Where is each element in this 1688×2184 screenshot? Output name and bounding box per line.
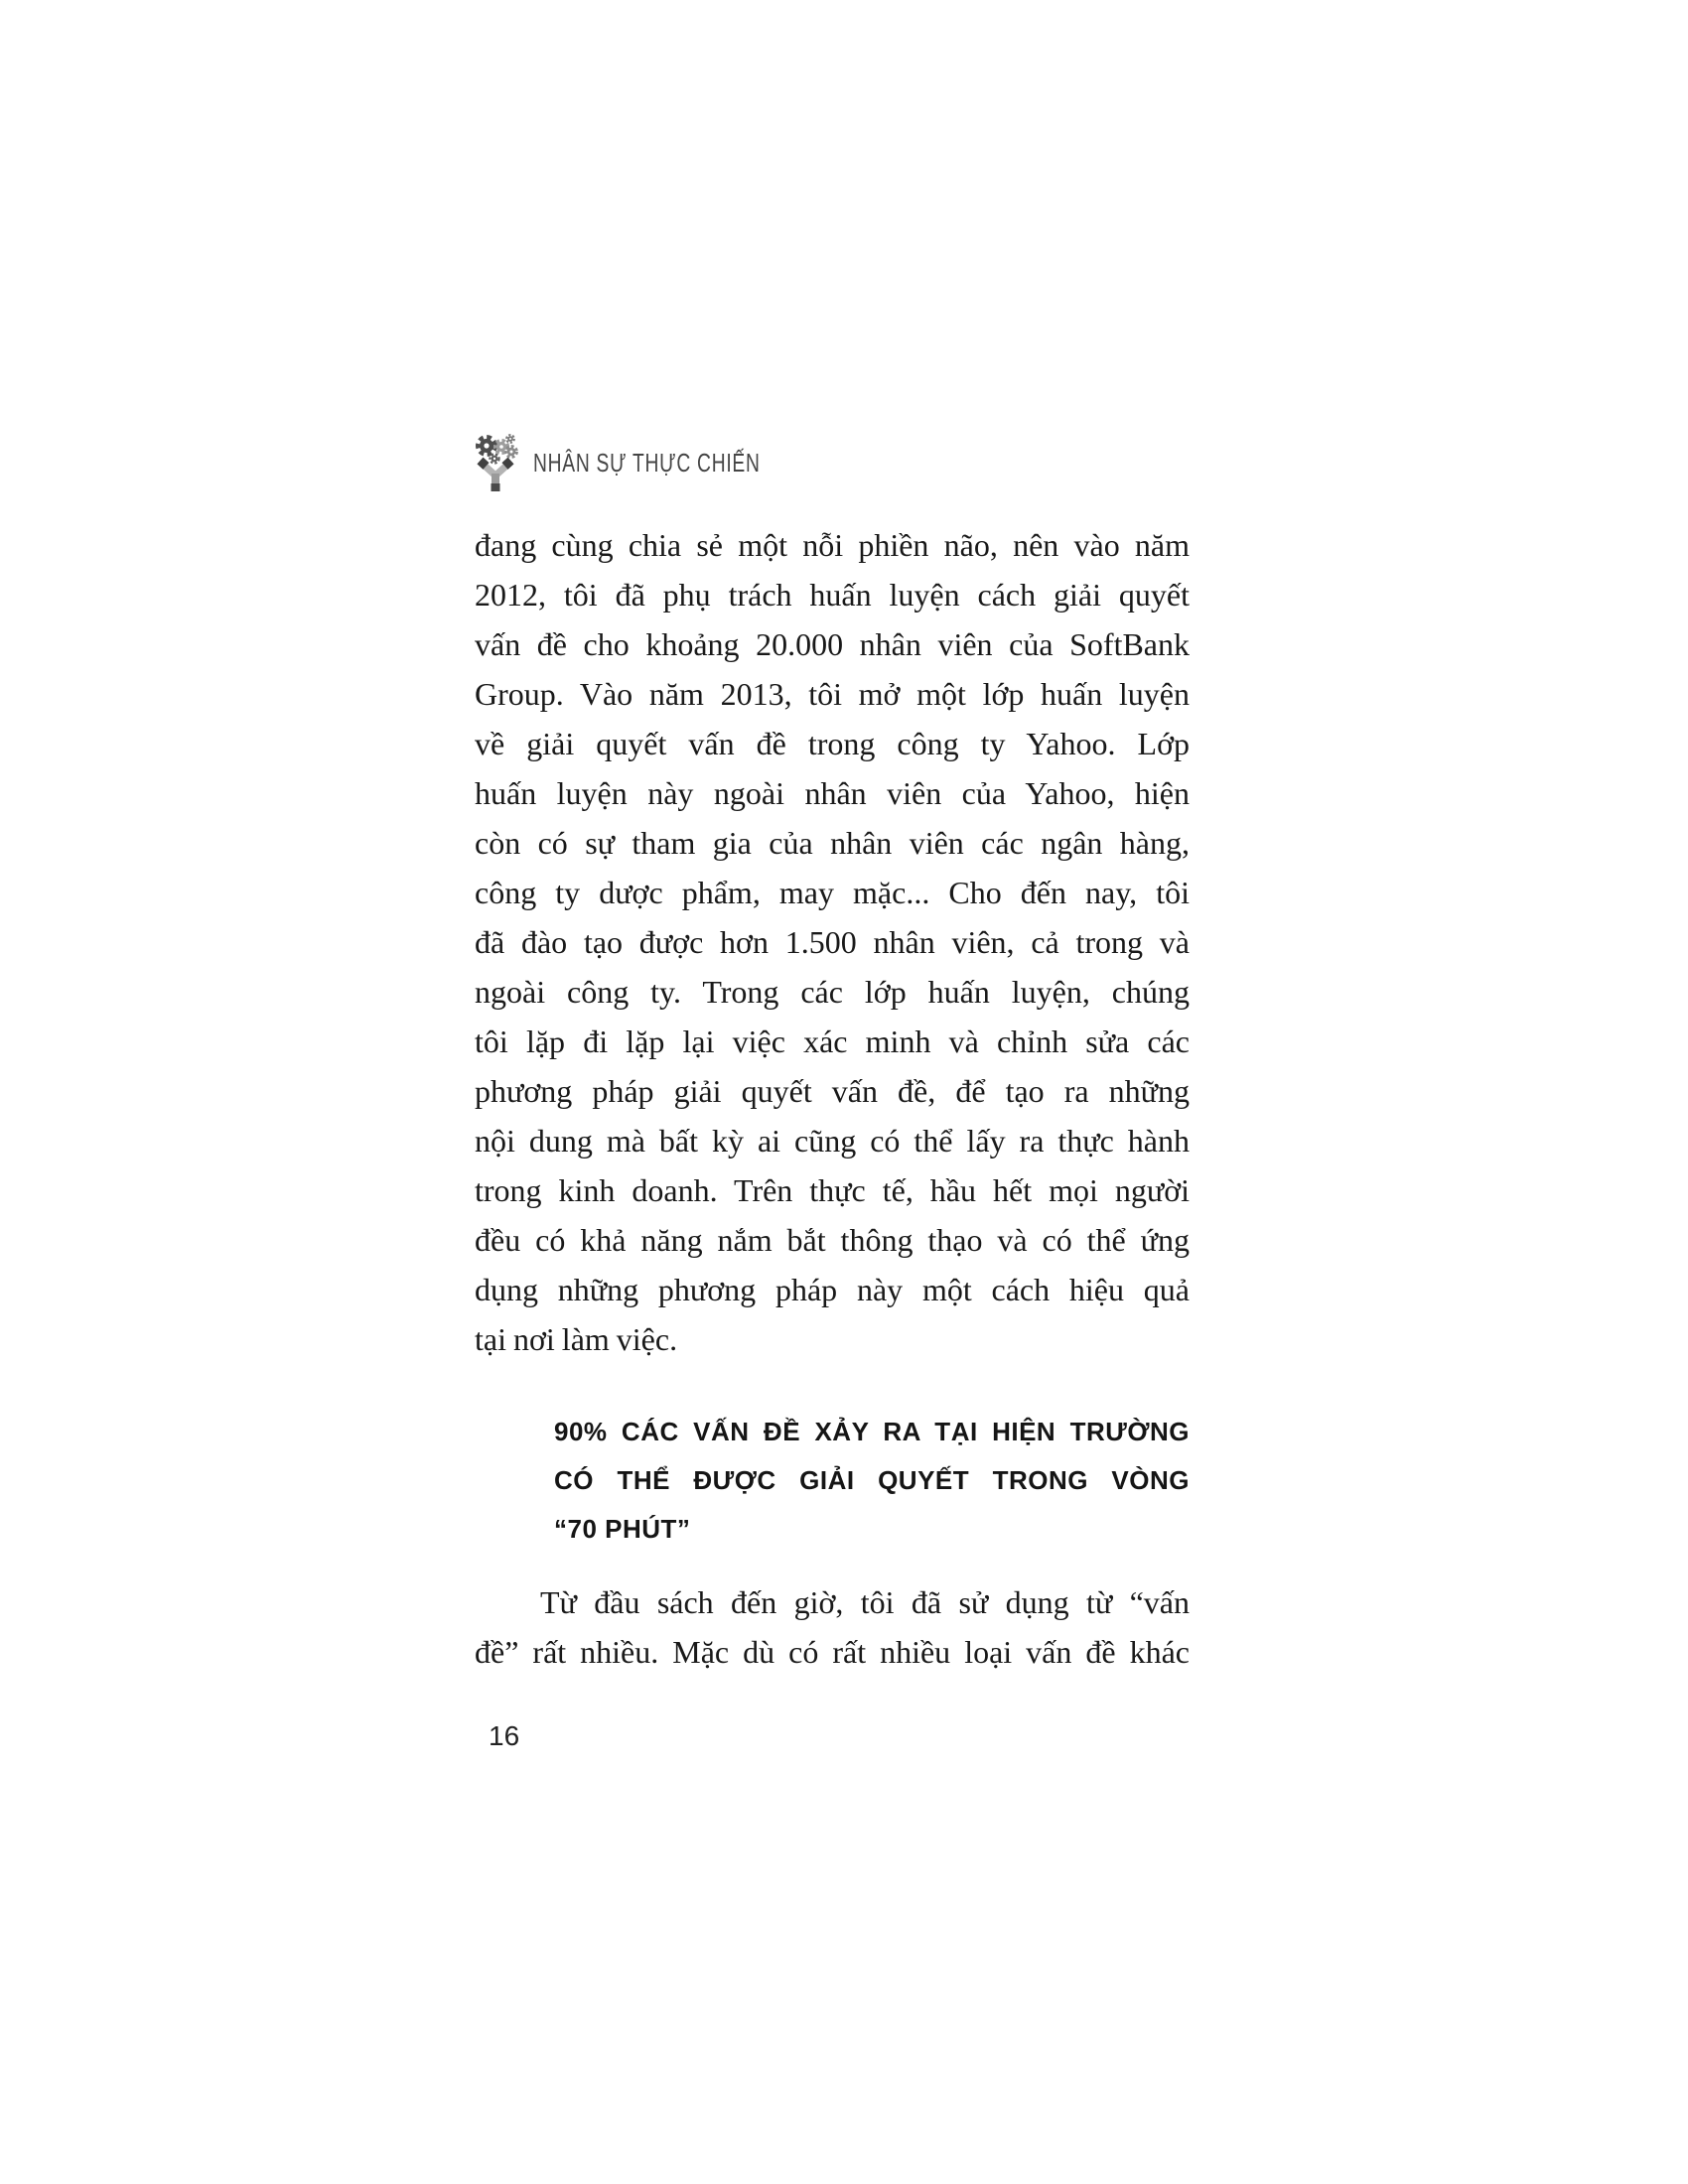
- text-line: phương pháp giải quyết vấn đề, để tạo ra những: [475, 1073, 1190, 1109]
- paragraph-1: [475, 520, 1190, 1364]
- text-line: huấn luyện này ngoài nhân viên của Yahoo, hiện: [475, 775, 1190, 811]
- claw-arms: [481, 461, 511, 491]
- text-line: 90% CÁC VẤN ĐỀ XẢY RA TẠI HIỆN TRƯỜNG: [554, 1417, 1190, 1446]
- text-line: vấn đề cho khoảng 20.000 nhân viên của SoftBank: [475, 626, 1190, 662]
- gear-small: [506, 447, 517, 458]
- text-line: tại nơi làm việc.: [475, 1321, 678, 1357]
- section-heading: [554, 1408, 1190, 1554]
- paragraph-2: [475, 1577, 1190, 1677]
- text-line: đề” rất nhiều. Mặc dù có rất nhiều loại vấn đề khác: [475, 1634, 1190, 1670]
- text-line: 2012, tôi đã phụ trách huấn luyện cách giải quyết: [475, 577, 1190, 613]
- gear-tiny: [506, 435, 514, 443]
- text-line: tôi lặp đi lặp lại việc xác minh và chỉnh sửa các: [475, 1024, 1190, 1059]
- text-line: dụng những phương pháp này một cách hiệu quả: [475, 1272, 1190, 1307]
- text-line: còn có sự tham gia của nhân viên các ngân hàng,: [475, 825, 1190, 861]
- text-line: đã đào tạo được hơn 1.500 nhân viên, cả trong và: [475, 924, 1190, 960]
- text-line: CÓ THỂ ĐƯỢC GIẢI QUYẾT TRONG VÒNG: [554, 1465, 1190, 1495]
- gear-large: [479, 438, 495, 455]
- page-number: 16: [489, 1720, 520, 1751]
- text-line: “70 PHÚT”: [554, 1514, 691, 1544]
- gears-claw-logo-icon: [475, 433, 520, 492]
- running-header: [475, 433, 1190, 492]
- text-line: đang cùng chia sẻ một nỗi phiền não, nên vào năm: [475, 527, 1190, 563]
- text-line: nội dung mà bất kỳ ai cũng có thể lấy ra thực hành: [475, 1123, 1190, 1159]
- text-line: trong kinh doanh. Trên thực tế, hầu hết mọi người: [475, 1172, 1190, 1208]
- text-line: về giải quyết vấn đề trong công ty Yahoo. Lớp: [475, 726, 1190, 761]
- text-line: Từ đầu sách đến giờ, tôi đã sử dụng từ “vấn: [540, 1584, 1190, 1620]
- running-header-title: NHÂN SỰ THỰC CHIẾN: [533, 447, 761, 478]
- text-line: đều có khả năng nắm bắt thông thạo và có thể ứng: [475, 1222, 1190, 1258]
- text-line: Group. Vào năm 2013, tôi mở một lớp huấn luyện: [475, 676, 1190, 712]
- text-line: công ty dược phẩm, may mặc... Cho đến nay, tôi: [475, 875, 1190, 910]
- page-content: [475, 433, 1190, 1754]
- text-line: ngoài công ty. Trong các lớp huấn luyện, chúng: [475, 974, 1190, 1010]
